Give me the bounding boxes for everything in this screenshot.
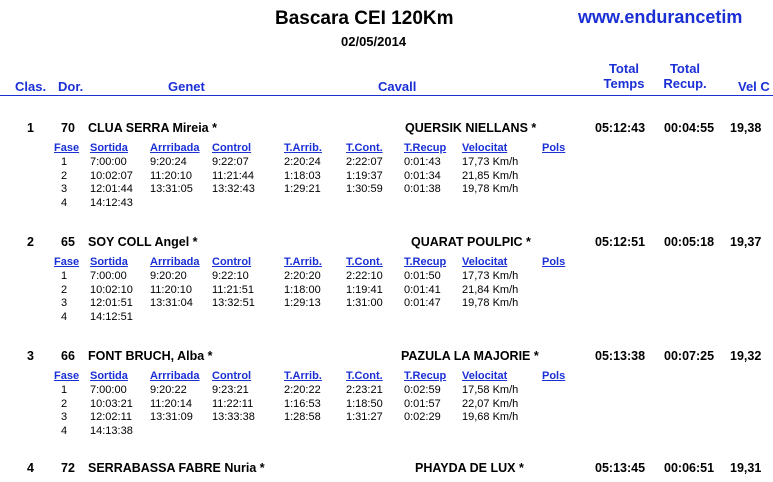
rider-name: SOY COLL Angel * (88, 235, 198, 249)
stage-col-header: Fase (54, 256, 80, 268)
stage-cell: 0:01:34 (404, 169, 441, 182)
stage-cell: 3 (61, 183, 68, 195)
stage-cell: 2 (61, 397, 68, 410)
stage-cell: 22,07 Km/h (462, 397, 519, 410)
stage-col-header: Sortida (90, 370, 128, 382)
stage-cell: 1:31:27 (346, 411, 383, 423)
stage-col-header: Arrribada (150, 370, 200, 382)
rider-total-temps: 05:12:43 (595, 121, 646, 135)
stage-cell: 9:20:24 (150, 156, 187, 168)
stage-cell: 9:20:22 (150, 384, 187, 396)
stage-cell: 14:12:43 (90, 196, 133, 209)
stage-cell: 21,84 Km/h (462, 283, 519, 296)
stage-cell: 1:18:00 (284, 283, 321, 296)
stage-col-header: Velocitat (462, 142, 508, 154)
stage-cell: 7:00:00 (90, 156, 127, 168)
stage-cell: 4 (61, 196, 68, 209)
stage-cell: 17,73 Km/h (462, 156, 519, 168)
stage-cell: 1 (61, 156, 68, 168)
col-cavall: Cavall (378, 79, 417, 94)
rider-vel: 19,37 (730, 235, 762, 249)
page-title: Bascara CEI 120Km (275, 8, 454, 29)
stage-cell: 2 (61, 169, 68, 182)
col-total-temps (598, 61, 650, 91)
stage-cell: 14:12:51 (90, 310, 133, 323)
stage-cell: 1:19:37 (346, 169, 383, 182)
rider-total-recup: 00:06:51 (664, 461, 715, 475)
rider-clas: 1 (27, 121, 34, 135)
rider-total-recup: 00:07:25 (664, 349, 715, 363)
stage-cell: 1:28:58 (284, 411, 321, 423)
stage-col-header: T.Arrib. (284, 256, 322, 268)
stage-cell: 4 (61, 424, 68, 437)
stage-cell: 0:01:41 (404, 283, 441, 296)
stage-col-header: T.Recup (404, 142, 447, 154)
stage-col-header: Fase (54, 142, 80, 154)
stage-col-header: Arrribada (150, 142, 200, 154)
stage-cell: 19,78 Km/h (462, 297, 519, 309)
stage-cell: 3 (61, 411, 68, 423)
stage-col-header: T.Arrib. (284, 370, 322, 382)
stage-col-header: T.Recup (404, 370, 447, 382)
stage-cell: 17,58 Km/h (462, 384, 519, 396)
stage-cell: 19,78 Km/h (462, 183, 519, 195)
rider-clas: 4 (27, 461, 34, 475)
stage-cell: 13:32:51 (212, 297, 255, 309)
rider-dor: 66 (61, 349, 75, 363)
col-total-recup-line2: Recup. (663, 76, 707, 91)
col-clas: Clas. (15, 79, 47, 94)
col-total-temps-line1: Total (608, 61, 640, 76)
rider-vel: 19,31 (730, 461, 762, 475)
stage-cell: 2 (61, 283, 68, 296)
stage-cell: 2:20:20 (284, 270, 321, 282)
stage-col-header: Control (212, 142, 252, 154)
stage-col-header: Pols (542, 142, 566, 154)
stage-cell: 1 (61, 384, 68, 396)
stage-col-header: Pols (542, 370, 566, 382)
horse-name: PHAYDA DE LUX * (415, 461, 524, 475)
rider-total-temps: 05:12:51 (595, 235, 646, 249)
stage-cell: 14:13:38 (90, 424, 133, 437)
stage-col-header: Sortida (90, 256, 128, 268)
stage-cell: 1:29:13 (284, 297, 321, 309)
col-total-recup (658, 61, 712, 91)
stage-cell: 1 (61, 270, 68, 282)
stage-cell: 1:18:03 (284, 169, 321, 182)
stage-cell: 9:22:10 (212, 270, 249, 282)
stage-cell: 0:02:29 (404, 411, 441, 423)
stage-col-header: Fase (54, 370, 80, 382)
rider-total-temps: 05:13:38 (595, 349, 646, 363)
horse-name: QUARAT POULPIC * (411, 235, 531, 249)
stage-cell: 9:23:21 (212, 384, 249, 396)
stage-col-header: Velocitat (462, 256, 508, 268)
rider-vel: 19,32 (730, 349, 762, 363)
col-vel: Vel C (738, 79, 770, 94)
stage-cell: 2:20:24 (284, 156, 321, 168)
stage-cell: 13:32:43 (212, 183, 255, 195)
rider-total-recup: 00:04:55 (664, 121, 715, 135)
stage-cell: 11:20:10 (150, 283, 193, 296)
stage-cell: 0:01:57 (404, 397, 441, 410)
stage-cell: 11:20:14 (150, 397, 193, 410)
stage-cell: 12:01:44 (90, 183, 133, 195)
stage-cell: 11:22:11 (212, 397, 254, 410)
stage-col-header: Sortida (90, 142, 128, 154)
website-link[interactable]: www.endurancetim (578, 7, 743, 27)
rider-clas: 2 (27, 235, 34, 249)
stage-cell: 12:02:11 (90, 411, 133, 423)
stage-cell: 7:00:00 (90, 270, 127, 282)
rider-vel: 19,38 (730, 121, 762, 135)
col-total-temps-line2: Temps (603, 76, 645, 91)
stage-col-header: T.Recup (404, 256, 447, 268)
stage-cell: 0:02:59 (404, 384, 441, 396)
stage-col-header: Pols (542, 256, 566, 268)
stage-cell: 17,73 Km/h (462, 270, 519, 282)
stage-cell: 11:21:44 (212, 169, 255, 182)
horse-name: QUERSIK NIELLANS * (405, 121, 537, 135)
rider-name: CLUA SERRA Mireia * (88, 121, 217, 135)
stage-cell: 2:20:22 (284, 384, 321, 396)
rider-dor: 72 (61, 461, 75, 475)
stage-cell: 2:22:10 (346, 270, 383, 282)
rider-dor: 65 (61, 235, 75, 249)
stage-cell: 11:20:10 (150, 169, 193, 182)
stage-cell: 0:01:47 (404, 297, 441, 309)
stage-cell: 12:01:51 (90, 297, 133, 309)
stage-cell: 13:31:05 (150, 183, 193, 195)
stage-cell: 1:19:41 (346, 283, 383, 296)
col-dor: Dor. (58, 79, 84, 94)
stage-col-header: Velocitat (462, 370, 508, 382)
horse-name: PAZULA LA MAJORIE * (401, 349, 539, 363)
stage-cell: 1:30:59 (346, 183, 383, 195)
stage-col-header: T.Arrib. (284, 142, 322, 154)
col-total-recup-line1: Total (669, 61, 701, 76)
stage-cell: 9:22:07 (212, 156, 249, 168)
stage-cell: 1:16:53 (284, 397, 321, 410)
stage-cell: 1:18:50 (346, 397, 383, 410)
stage-col-header: Control (212, 256, 252, 268)
stage-cell: 1:29:21 (284, 183, 321, 195)
rider-name: FONT BRUCH, Alba * (88, 349, 213, 363)
rider-dor: 70 (61, 121, 75, 135)
stage-col-header: T.Cont. (346, 142, 383, 154)
stage-col-header: T.Cont. (346, 370, 383, 382)
stage-cell: 13:31:04 (150, 297, 193, 309)
rider-name: SERRABASSA FABRE Nuria * (88, 461, 265, 475)
stage-cell: 4 (61, 310, 68, 323)
stage-cell: 19,68 Km/h (462, 411, 519, 423)
col-genet: Genet (168, 79, 205, 94)
rider-total-temps: 05:13:45 (595, 461, 646, 475)
stage-cell: 2:22:07 (346, 156, 383, 168)
stage-cell: 10:02:07 (90, 169, 133, 182)
stage-cell: 10:02:10 (90, 283, 133, 296)
stage-cell: 2:23:21 (346, 384, 383, 396)
rider-clas: 3 (27, 349, 34, 363)
stage-cell: 11:21:51 (212, 283, 255, 296)
stage-cell: 1:31:00 (346, 297, 383, 309)
stage-cell: 9:20:20 (150, 270, 187, 282)
stage-cell: 7:00:00 (90, 384, 127, 396)
stage-cell: 0:01:50 (404, 270, 441, 282)
stage-cell: 0:01:38 (404, 183, 441, 195)
stage-cell: 10:03:21 (90, 397, 133, 410)
stage-col-header: Arrribada (150, 256, 200, 268)
rider-total-recup: 00:05:18 (664, 235, 715, 249)
header-divider (0, 95, 773, 96)
event-date: 02/05/2014 (341, 34, 407, 49)
stage-cell: 0:01:43 (404, 156, 441, 168)
stage-cell: 13:33:38 (212, 411, 255, 423)
stage-col-header: Control (212, 370, 252, 382)
stage-col-header: T.Cont. (346, 256, 383, 268)
stage-cell: 3 (61, 297, 68, 309)
stage-cell: 21,85 Km/h (462, 169, 519, 182)
stage-cell: 13:31:09 (150, 411, 193, 423)
